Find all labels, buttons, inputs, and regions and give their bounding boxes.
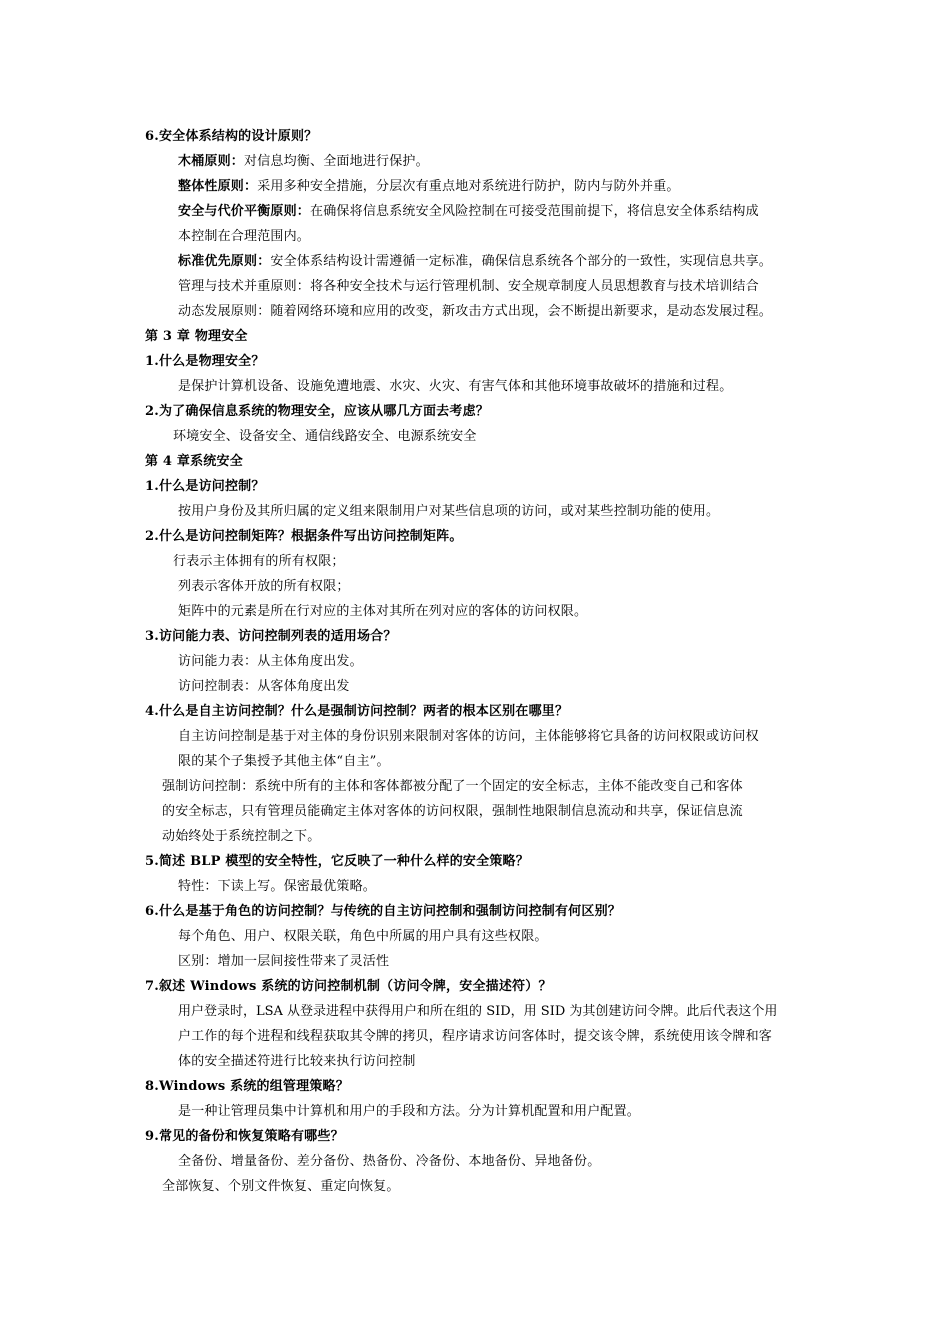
question-heading: 1.什么是访问控制？ <box>145 479 265 494</box>
question-heading: 9.常见的备份和恢复策略有哪些？ <box>145 1129 344 1144</box>
principle-label: 标准优先原则： <box>178 254 271 269</box>
principle-paragraph: 管理与技术并重原则：将各种安全技术与运行管理机制、安全规章制度人员思想教育与技术培训结合 <box>178 279 759 294</box>
answer-text: 列表示客体开放的所有权限； <box>178 579 350 594</box>
principle-text-continued: 本控制在合理范围内。 <box>178 229 311 244</box>
question-heading: 4.什么是自主访问控制？什么是强制访问控制？两者的根本区别在哪里？ <box>145 704 569 719</box>
principle-text: 在确保将信息系统安全风险控制在可接受范围前提下，将信息安全体系结构成 <box>310 204 759 219</box>
answer-text: 每个角色、用户、权限关联，角色中所属的用户具有这些权限。 <box>178 929 548 944</box>
principle-text: 采用多种安全措施，分层次有重点地对系统进行防护，防内与防外并重。 <box>257 179 680 194</box>
answer-text: 行表示主体拥有的所有权限； <box>173 554 345 569</box>
answer-text: 全备份、增量备份、差分备份、热备份、冷备份、本地备份、异地备份。 <box>178 1154 601 1169</box>
question-heading: 8.Windows 系统的组管理策略？ <box>145 1079 349 1094</box>
answer-text: 访问能力表：从主体角度出发。 <box>178 654 363 669</box>
question-heading: 5.简述 BLP 模型的安全特性，它反映了一种什么样的安全策略？ <box>145 854 529 869</box>
question-heading: 2.什么是访问控制矩阵？根据条件写出访问控制矩阵。 <box>145 529 463 544</box>
section-heading: 6.安全体系结构的设计原则？ <box>145 129 318 144</box>
principle-paragraph <box>178 203 759 221</box>
answer-text: 限的某个子集授予其他主体“自主”。 <box>178 754 390 769</box>
answer-text: 特性：下读上写。保密最优策略。 <box>178 879 377 894</box>
principle-label: 木桶原则： <box>178 154 245 169</box>
answer-text: 矩阵中的元素是所在行对应的主体对其所在列对应的客体的访问权限。 <box>178 604 588 619</box>
answer-text: 区别：增加一层间接性带来了灵活性 <box>178 954 390 969</box>
answer-text: 按用户身份及其所归属的定义组来限制用户对某些信息项的访问，或对某些控制功能的使用。 <box>178 504 720 519</box>
principle-paragraph <box>178 178 680 196</box>
answer-text: 动始终处于系统控制之下。 <box>162 829 321 844</box>
principle-text: 安全体系结构设计需遵循一定标准，确保信息系统各个部分的一致性，实现信息共享。 <box>270 254 773 269</box>
principle-paragraph <box>178 253 772 271</box>
answer-text: 自主访问控制是基于对主体的身份识别来限制对客体的访问，主体能够将它具备的访问权限或访问权 <box>178 729 759 744</box>
answer-text: 是一种让管理员集中计算机和用户的手段和方法。分为计算机配置和用户配置。 <box>178 1104 641 1119</box>
chapter-heading: 第 3 章 物理安全 <box>145 329 248 344</box>
answer-text: 强制访问控制：系统中所有的主体和客体都被分配了一个固定的安全标志，主体不能改变自己和客体 <box>162 779 743 794</box>
answer-text: 用户登录时，LSA 从登录进程中获得用户和所在组的 SID，用 SID 为其创建访问令牌。此后代表这个用 <box>178 1004 778 1019</box>
answer-text: 环境安全、设备安全、通信线路安全、电源系统安全 <box>173 429 477 444</box>
answer-text: 全部恢复、个别文件恢复、重定向恢复。 <box>162 1179 400 1194</box>
principle-label: 安全与代价平衡原则： <box>178 204 311 219</box>
principle-paragraph: 动态发展原则：随着网络环境和应用的改变，新攻击方式出现，会不断提出新要求，是动态发展过程。 <box>178 304 773 319</box>
principle-text: 对信息均衡、全面地进行保护。 <box>244 154 429 169</box>
answer-text: 体的安全描述符进行比较来执行访问控制 <box>178 1054 416 1069</box>
question-heading: 3.访问能力表、访问控制列表的适用场合？ <box>145 629 397 644</box>
question-heading: 7.叙述 Windows 系统的访问控制机制（访问令牌，安全描述符）？ <box>145 979 552 994</box>
answer-text: 是保护计算机设备、设施免遭地震、水灾、火灾、有害气体和其他环境事故破坏的措施和过程。 <box>178 379 733 394</box>
principle-paragraph <box>178 153 429 171</box>
answer-text: 户工作的每个进程和线程获取其令牌的拷贝，程序请求访问客体时，提交该令牌，系统使用该令牌和客 <box>178 1029 773 1044</box>
principle-label: 整体性原则： <box>178 179 258 194</box>
question-heading: 6.什么是基于角色的访问控制？与传统的自主访问控制和强制访问控制有何区别？ <box>145 904 621 919</box>
question-heading: 1.什么是物理安全？ <box>145 354 265 369</box>
answer-text: 访问控制表：从客体角度出发 <box>178 679 350 694</box>
chapter-heading: 第 4 章系统安全 <box>145 454 243 469</box>
question-heading: 2.为了确保信息系统的物理安全，应该从哪几方面去考虑？ <box>145 404 489 419</box>
answer-text: 的安全标志，只有管理员能确定主体对客体的访问权限，强制性地限制信息流动和共享，保证信息流 <box>162 804 743 819</box>
